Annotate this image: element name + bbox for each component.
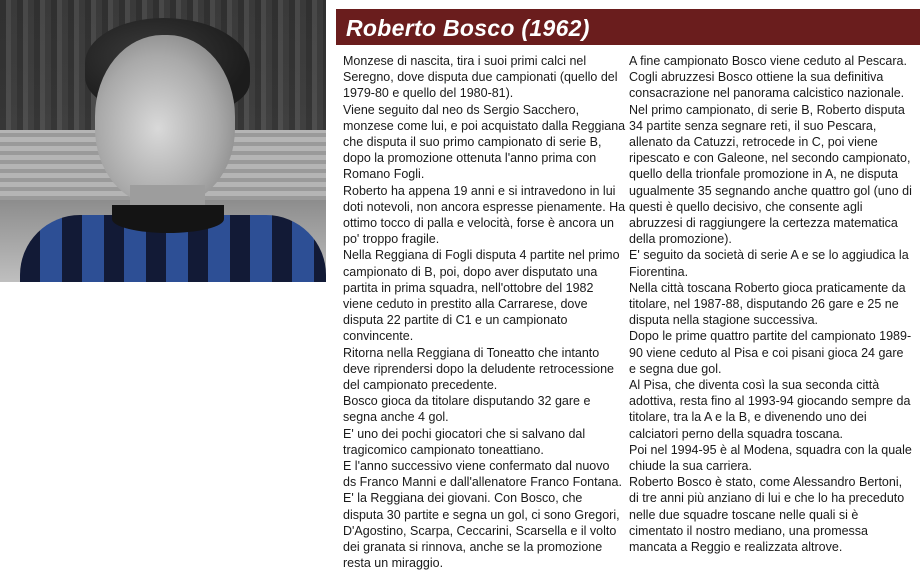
player-face <box>95 35 235 205</box>
article-title: Roberto Bosco (1962) <box>346 15 590 41</box>
paragraph: A fine campionato Bosco viene ceduto al Pescara. Cogli abruzzesi Bosco ottiene la sua definitiva consacrazione nel panorama calcistico nazionale. <box>629 54 907 101</box>
paragraph: Nella città toscana Roberto gioca praticamente da titolare, nel 1987-88, disputando 26 gare e 25 ne disputa nella stagione successiva. <box>629 280 906 328</box>
paragraph: Roberto ha appena 19 anni e si intravedono in lui doti notevoli, non ancora espresse pienamente. Ha ottimo tocco di palla e velocità, forse è ancora un po' troppo fragile. <box>343 183 626 247</box>
jersey-collar <box>112 205 224 233</box>
right-column <box>629 53 912 555</box>
paragraph: Nel primo campionato, di serie B, Roberto disputa 34 partite senza segnare reti, il suo Pescara, allenato da Catuzzi, retrocede in C, poi viene ripescato e con Galeone, nel secondo campionato, quello della trionfale promozione in A, ne disputa ugualmente 35 segnando anche quattro gol (uno di questi è quello decisivo, che consente agli abruzzesi di raggiungere la certezza matematica della promozione). <box>629 102 912 247</box>
paragraph: Dopo le prime quattro partite del campionato 1989-90 viene ceduto al Pisa e coi pisani gioca 24 gare e segna due gol. <box>629 329 912 376</box>
player-photo <box>0 0 326 282</box>
paragraph: E' la Reggiana dei giovani. Con Bosco, che disputa 30 partite e segna un gol, ci sono Gregori, D'Agostino, Scarpa, Ceccarini, Scarsella e il volto dei granata si rinnova, anche se la promozione resta un miraggio. <box>343 491 620 571</box>
paragraph: Nella Reggiana di Fogli disputa 4 partite nel primo campionato di B, poi, dopo aver disputato una partita in prima squadra, nell'ottobre del 1982 viene ceduto in prestito alla Carrarese, dove disputa 22 partite di C1 e un campionato convincente. <box>343 248 620 344</box>
paragraph: Roberto Bosco è stato, come Alessandro Bertoni, di tre anni più anziano di lui e che lo ha preceduto nelle due squadre toscane nelle quali si è cimentato il nostro mediano, una promessa mancata a Reggio e realizzata altrove. <box>629 475 905 555</box>
paragraph: Ritorna nella Reggiana di Toneatto che intanto deve riprendersi dopo la deludente retrocessione del campionato precedente. <box>343 345 615 393</box>
paragraph: Poi nel 1994-95 è al Modena, squadra con la quale chiude la sua carriera. <box>629 442 912 474</box>
paragraph: E l'anno successivo viene confermato dal nuovo ds Franco Manni e dall'allenatore Franco Fontana. <box>343 459 622 490</box>
paragraph: E' seguito da società di serie A e se lo aggiudica la Fiorentina. <box>629 248 909 279</box>
paragraph: E' uno dei pochi giocatori che si salvano dal tragicomico campionato toneattiano. <box>343 426 586 457</box>
paragraph: Monzese di nascita, tira i suoi primi calci nel Seregno, dove disputa due campionati (quello del 1979-80 e quello del 1980-81). <box>343 54 618 101</box>
paragraph: Viene seguito dal neo ds Sergio Sacchero, monzese come lui, e poi acquistato dalla Reggiana che disputa il suo primo campionato di serie B, dopo la promozione ottenuta l'anno prima con Romano Fogli. <box>343 102 626 182</box>
paragraph: Bosco gioca da titolare disputando 32 gare e segna anche 4 gol. <box>343 394 591 425</box>
left-column <box>343 53 626 572</box>
paragraph: Al Pisa, che diventa così la sua seconda città adottiva, resta fino al 1993-94 giocando sempre da titolare, tra la A e la B, e divenendo uno dei calciatori perno della squadra toscana. <box>629 378 911 441</box>
